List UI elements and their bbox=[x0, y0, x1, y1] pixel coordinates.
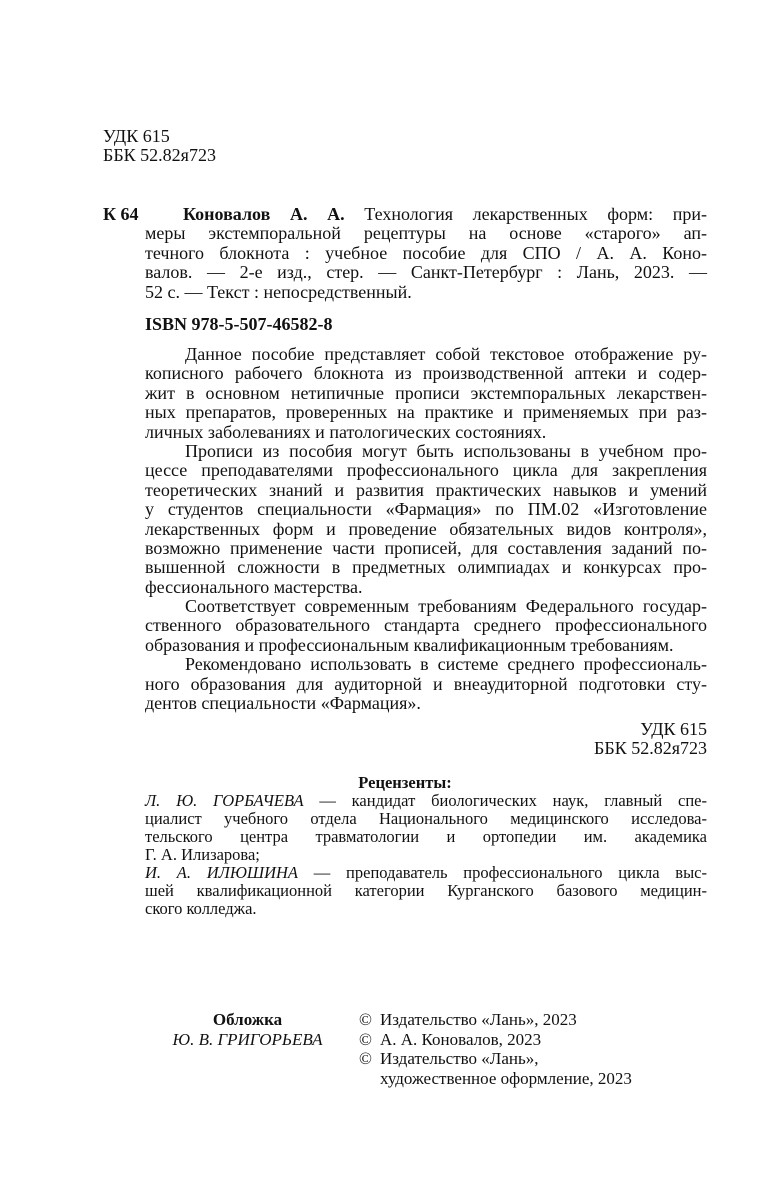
entry-line: 52 с. — Текст : непосредственный. bbox=[145, 281, 412, 302]
author-mark: К 64 bbox=[103, 204, 139, 224]
copyright-continuation: художественное оформление, 2023 bbox=[380, 1068, 632, 1088]
paragraph-line: образования и профессиональным квалификационным требованиям. bbox=[145, 634, 674, 655]
udk-code: УДК 615 bbox=[640, 719, 707, 739]
reviewer-line: ского колледжа. bbox=[145, 899, 257, 918]
reviewer bbox=[145, 792, 707, 864]
reviewer-description: — преподаватель профессионального цикла выс- bbox=[313, 863, 707, 882]
bbk-code: ББК 52.82я723 bbox=[594, 738, 707, 759]
copyright-text: Издательство «Лань», 2023 bbox=[380, 1010, 577, 1029]
reviewer bbox=[145, 864, 707, 918]
reviewer-name: Л. Ю. ГОРБАЧЕВА bbox=[145, 791, 304, 810]
copyright-line bbox=[359, 1049, 632, 1069]
annotation bbox=[145, 345, 707, 713]
reviewers bbox=[145, 774, 707, 918]
copyright-line bbox=[359, 1030, 632, 1050]
paragraph-line: у студентов специальности «Фармация» по ПМ.02 «Изготовление bbox=[145, 499, 707, 520]
paragraph-line: лекарственных форм и проведение обязательных видов контроля», bbox=[145, 518, 707, 539]
entry-body bbox=[145, 224, 707, 302]
paragraph-line: жит в основном нетипичные прописи экстемпоральных лекарствен- bbox=[145, 382, 707, 403]
paragraph-line: ного образования для аудиторной и внеаудиторной подготовки сту- bbox=[145, 673, 707, 694]
reviewer-line: циалист учебного отдела Национального медицинского исследова- bbox=[145, 809, 707, 828]
paragraph-line: теоретических знаний и развития практических навыков и умений bbox=[145, 479, 707, 500]
reviewer-line: тельского центра травматологии и ортопедии им. академика bbox=[145, 827, 707, 846]
reviewers-heading: Рецензенты: bbox=[358, 773, 452, 792]
paragraph-line: ных препаратов, проверенных на практике и применяемых при раз- bbox=[145, 402, 707, 423]
entry-line: валов. — 2-е изд., стер. — Санкт-Петербург : Лань, 2023. — bbox=[145, 262, 707, 283]
paragraph-line: Данное пособие представляет собой текстовое отображение ру- bbox=[185, 344, 707, 364]
classification-top bbox=[103, 127, 216, 166]
entry-line: меры экстемпоральной рецептуры на основе «старого» ап- bbox=[145, 223, 707, 244]
copyright-text: А. А. Коновалов, 2023 bbox=[380, 1029, 542, 1049]
paragraph-line: фессионального мастерства. bbox=[145, 576, 363, 597]
reviewer-description: — кандидат биологических наук, главный спе- bbox=[319, 791, 707, 810]
bbk-code: ББК 52.82я723 bbox=[103, 145, 216, 166]
copyright-symbol: © bbox=[359, 1049, 372, 1068]
bibliographic-entry bbox=[103, 205, 707, 334]
entry-line: течного блокнота : учебное пособие для СПО / А. А. Коно- bbox=[145, 242, 707, 263]
classification-bottom bbox=[594, 720, 707, 759]
entry-first-line bbox=[183, 205, 707, 224]
entry-author: Коновалов А. А. bbox=[183, 204, 345, 224]
paragraph bbox=[145, 345, 707, 442]
reviewer-line: Г. А. Илизарова; bbox=[145, 845, 260, 864]
cover-credit bbox=[145, 1010, 350, 1049]
paragraph-line: вышенной сложности в предметных олимпиадах и конкурсах про- bbox=[145, 557, 707, 578]
paragraph-line: цессе преподавателями профессионального цикла для закрепления bbox=[145, 460, 707, 481]
paragraph-line: личных заболеваниях и патологических состояниях. bbox=[145, 421, 547, 442]
reviewer-line: шей квалификационной категории Курганского базового медицин- bbox=[145, 881, 707, 900]
paragraph-line: дентов специальности «Фармация». bbox=[145, 693, 421, 714]
udk-code: УДК 615 bbox=[103, 126, 170, 146]
paragraph-line: ственного образовательного стандарта среднего профессионального bbox=[145, 615, 707, 636]
paragraph-line: Рекомендовано использовать в системе среднего профессиональ- bbox=[185, 654, 707, 675]
paragraph bbox=[145, 597, 707, 655]
paragraph-line: возможно применение части прописей, для составления заданий по- bbox=[145, 537, 707, 558]
copyright-symbol: © bbox=[359, 1010, 372, 1029]
reviewer-first-line bbox=[145, 792, 707, 810]
paragraph bbox=[145, 442, 707, 597]
copyright-block bbox=[359, 1010, 632, 1088]
paragraph-line: Прописи из пособия могут быть использованы в учебном про- bbox=[185, 440, 707, 461]
paragraph-line: кописного рабочего блокнота из производственной аптеки и содер- bbox=[145, 363, 707, 384]
paragraph-line: Соответствует современным требованиям Федерального государ- bbox=[185, 596, 707, 617]
cover-designer: Ю. В. ГРИГОРЬЕВА bbox=[172, 1029, 323, 1049]
reviewer-name: И. А. ИЛЮШИНА bbox=[145, 863, 299, 882]
entry-title: Технология лекарственных форм: при- bbox=[364, 204, 708, 224]
cover-label: Обложка bbox=[212, 1010, 283, 1029]
copyright-symbol: © bbox=[359, 1029, 372, 1049]
isbn: ISBN 978-5-507-46582-8 bbox=[145, 313, 333, 334]
copyright-line bbox=[359, 1010, 632, 1030]
reviewer-first-line bbox=[145, 864, 707, 882]
paragraph bbox=[145, 655, 707, 713]
copyright-text: Издательство «Лань», bbox=[380, 1049, 539, 1068]
